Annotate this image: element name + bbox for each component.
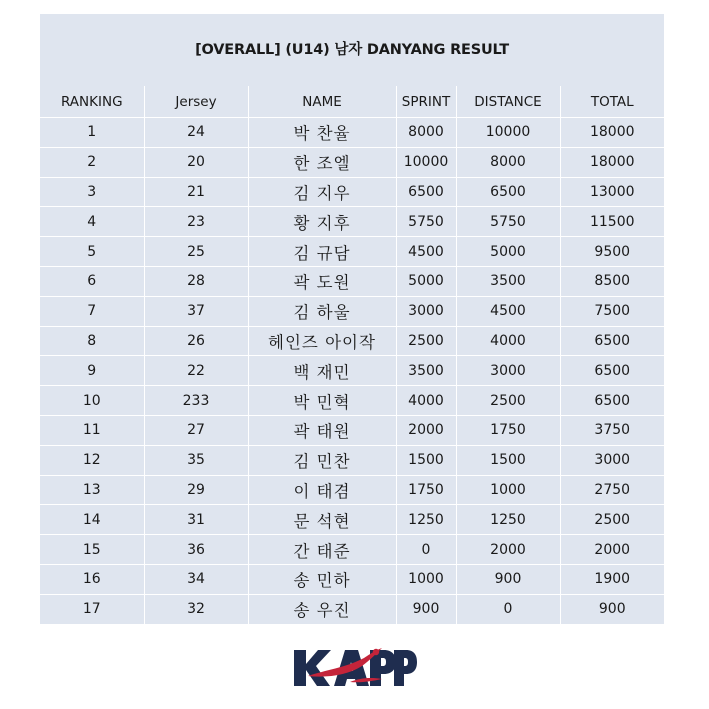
cell-ranking: 15 xyxy=(40,535,144,565)
cell-name: 김 하울 xyxy=(248,296,396,326)
cell-name: 문 석현 xyxy=(248,505,396,535)
cell-total: 18000 xyxy=(560,118,664,148)
cell-ranking: 3 xyxy=(40,177,144,207)
logo-letter-k xyxy=(294,650,331,686)
cell-jersey: 233 xyxy=(144,386,248,416)
cell-jersey: 31 xyxy=(144,505,248,535)
cell-name: 김 지우 xyxy=(248,177,396,207)
cell-sprint: 5000 xyxy=(396,266,456,296)
cell-sprint: 1250 xyxy=(396,505,456,535)
cell-total: 8500 xyxy=(560,266,664,296)
cell-jersey: 23 xyxy=(144,207,248,237)
cell-jersey: 37 xyxy=(144,296,248,326)
column-header-sprint: SPRINT xyxy=(396,86,456,118)
cell-total: 18000 xyxy=(560,147,664,177)
cell-name: 김 민찬 xyxy=(248,445,396,475)
cell-distance: 5750 xyxy=(456,207,560,237)
cell-ranking: 9 xyxy=(40,356,144,386)
cell-jersey: 24 xyxy=(144,118,248,148)
page-title: [OVERALL] (U14) 남자 DANYANG RESULT xyxy=(195,42,509,58)
cell-jersey: 25 xyxy=(144,237,248,267)
cell-jersey: 28 xyxy=(144,266,248,296)
table-row xyxy=(40,118,664,148)
table-row xyxy=(40,564,664,594)
cell-name: 간 태준 xyxy=(248,535,396,565)
table-row xyxy=(40,535,664,565)
cell-sprint: 5750 xyxy=(396,207,456,237)
cell-ranking: 17 xyxy=(40,594,144,624)
cell-distance: 3500 xyxy=(456,266,560,296)
cell-sprint: 4000 xyxy=(396,386,456,416)
table-row xyxy=(40,296,664,326)
cell-sprint: 3000 xyxy=(396,296,456,326)
cell-name: 백 재민 xyxy=(248,356,396,386)
cell-total: 6500 xyxy=(560,386,664,416)
cell-total: 6500 xyxy=(560,326,664,356)
cell-ranking: 4 xyxy=(40,207,144,237)
cell-name: 박 찬율 xyxy=(248,118,396,148)
cell-ranking: 14 xyxy=(40,505,144,535)
cell-sprint: 2500 xyxy=(396,326,456,356)
kapp-logo xyxy=(290,642,420,694)
cell-name: 헤인즈 아이작 xyxy=(248,326,396,356)
cell-distance: 5000 xyxy=(456,237,560,267)
cell-ranking: 1 xyxy=(40,118,144,148)
logo-head xyxy=(373,649,379,655)
cell-sprint: 4500 xyxy=(396,237,456,267)
table-row xyxy=(40,266,664,296)
cell-total: 2000 xyxy=(560,535,664,565)
column-header-name: NAME xyxy=(248,86,396,118)
cell-total: 3000 xyxy=(560,445,664,475)
cell-distance: 1500 xyxy=(456,445,560,475)
table-row xyxy=(40,415,664,445)
cell-jersey: 36 xyxy=(144,535,248,565)
cell-jersey: 26 xyxy=(144,326,248,356)
results-card xyxy=(40,14,664,624)
cell-jersey: 21 xyxy=(144,177,248,207)
cell-distance: 0 xyxy=(456,594,560,624)
table-row xyxy=(40,594,664,624)
cell-ranking: 6 xyxy=(40,266,144,296)
cell-distance: 4000 xyxy=(456,326,560,356)
logo-letter-p2 xyxy=(394,650,417,686)
cell-sprint: 2000 xyxy=(396,415,456,445)
cell-total: 2750 xyxy=(560,475,664,505)
cell-name: 이 태겸 xyxy=(248,475,396,505)
cell-ranking: 10 xyxy=(40,386,144,416)
cell-sprint: 8000 xyxy=(396,118,456,148)
cell-sprint: 1000 xyxy=(396,564,456,594)
column-header-jersey: Jersey xyxy=(144,86,248,118)
cell-jersey: 29 xyxy=(144,475,248,505)
cell-ranking: 8 xyxy=(40,326,144,356)
cell-ranking: 2 xyxy=(40,147,144,177)
cell-sprint: 10000 xyxy=(396,147,456,177)
cell-name: 곽 도원 xyxy=(248,266,396,296)
table-row xyxy=(40,505,664,535)
cell-jersey: 34 xyxy=(144,564,248,594)
cell-sprint: 3500 xyxy=(396,356,456,386)
cell-distance: 1750 xyxy=(456,415,560,445)
cell-sprint: 0 xyxy=(396,535,456,565)
table-body xyxy=(40,118,664,625)
cell-total: 1900 xyxy=(560,564,664,594)
cell-ranking: 11 xyxy=(40,415,144,445)
table-row xyxy=(40,177,664,207)
column-header-distance: DISTANCE xyxy=(456,86,560,118)
cell-distance: 1000 xyxy=(456,475,560,505)
cell-ranking: 12 xyxy=(40,445,144,475)
cell-sprint: 6500 xyxy=(396,177,456,207)
cell-ranking: 13 xyxy=(40,475,144,505)
table-header-row xyxy=(40,86,664,118)
table-row xyxy=(40,475,664,505)
cell-ranking: 5 xyxy=(40,237,144,267)
cell-total: 7500 xyxy=(560,296,664,326)
cell-name: 김 규담 xyxy=(248,237,396,267)
cell-name: 한 조엘 xyxy=(248,147,396,177)
table-row xyxy=(40,207,664,237)
cell-distance: 900 xyxy=(456,564,560,594)
results-table xyxy=(40,86,664,625)
table-row xyxy=(40,326,664,356)
cell-sprint: 900 xyxy=(396,594,456,624)
cell-ranking: 16 xyxy=(40,564,144,594)
cell-distance: 2000 xyxy=(456,535,560,565)
cell-total: 9500 xyxy=(560,237,664,267)
cell-jersey: 27 xyxy=(144,415,248,445)
cell-jersey: 22 xyxy=(144,356,248,386)
cell-name: 곽 태원 xyxy=(248,415,396,445)
cell-name: 박 민혁 xyxy=(248,386,396,416)
cell-distance: 2500 xyxy=(456,386,560,416)
cell-name: 송 우진 xyxy=(248,594,396,624)
column-header-ranking: RANKING xyxy=(40,86,144,118)
cell-ranking: 7 xyxy=(40,296,144,326)
cell-total: 900 xyxy=(560,594,664,624)
cell-total: 11500 xyxy=(560,207,664,237)
table-row xyxy=(40,386,664,416)
cell-total: 13000 xyxy=(560,177,664,207)
cell-name: 송 민하 xyxy=(248,564,396,594)
cell-sprint: 1500 xyxy=(396,445,456,475)
column-header-total: TOTAL xyxy=(560,86,664,118)
cell-total: 2500 xyxy=(560,505,664,535)
table-row xyxy=(40,445,664,475)
cell-total: 6500 xyxy=(560,356,664,386)
cell-jersey: 32 xyxy=(144,594,248,624)
cell-distance: 8000 xyxy=(456,147,560,177)
cell-distance: 4500 xyxy=(456,296,560,326)
cell-distance: 6500 xyxy=(456,177,560,207)
cell-distance: 3000 xyxy=(456,356,560,386)
kapp-logo-graphic xyxy=(290,642,420,694)
cell-sprint: 1750 xyxy=(396,475,456,505)
table-row xyxy=(40,237,664,267)
cell-jersey: 35 xyxy=(144,445,248,475)
table-row xyxy=(40,147,664,177)
cell-distance: 1250 xyxy=(456,505,560,535)
table-row xyxy=(40,356,664,386)
cell-total: 3750 xyxy=(560,415,664,445)
cell-jersey: 20 xyxy=(144,147,248,177)
cell-name: 황 지후 xyxy=(248,207,396,237)
cell-distance: 10000 xyxy=(456,118,560,148)
